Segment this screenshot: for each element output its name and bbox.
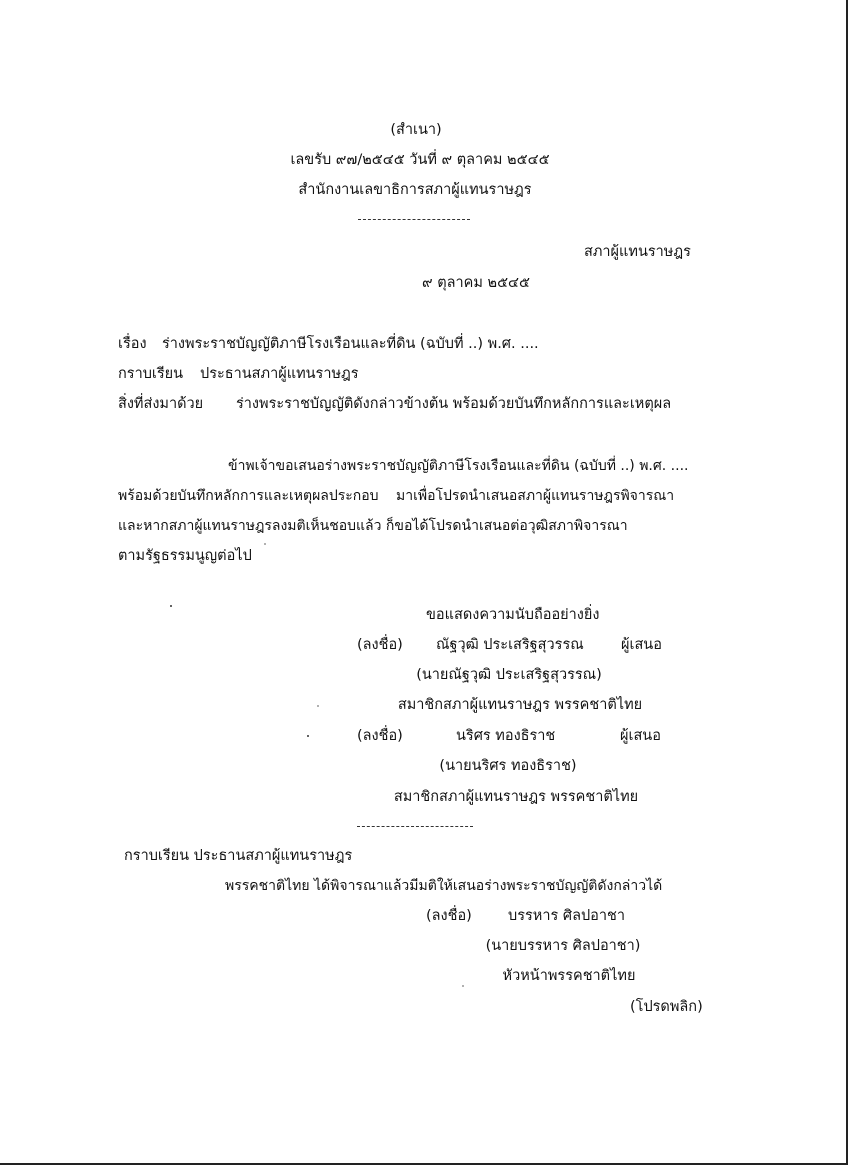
scan-speck <box>170 605 172 607</box>
subject-text: ร่างพระราชบัญญัติภาษีโรงเรือนและที่ดิน (ฉบับที่ ..) พ.ศ. .... <box>162 336 539 352</box>
endorsement-sign-label: (ลงชื่อ) <box>426 908 472 924</box>
signer-2-signature: นริศร ทองธิราช <box>456 728 556 744</box>
body-line-1: ข้าพเจ้าขอเสนอร่างพระราชบัญญัติภาษีโรงเรือนและที่ดิน (ฉบับที่ ..) พ.ศ. .... <box>228 458 689 474</box>
scan-speck <box>462 985 464 987</box>
signer-2-position: สมาชิกสภาผู้แทนราษฎร พรรคชาติไทย <box>393 789 639 805</box>
signer-1-signature: ณัฐวุฒิ ประเสริฐสุวรรณ <box>436 637 584 653</box>
body-line-3: และหากสภาผู้แทนราษฎรลงมติเห็นชอบแล้ว ก็ขอได้โปรดนำเสนอต่อวุฒิสภาพิจารณา <box>118 518 628 534</box>
office-name: สำนักงานเลขาธิการสภาผู้แทนราษฎร <box>298 182 532 198</box>
salutation-label: กราบเรียน <box>118 366 184 382</box>
scan-speck <box>307 735 309 737</box>
receipt-line: เลขรับ ๙๗/๒๕๔๕ วันที่ ๙ ตุลาคม ๒๕๔๕ <box>290 152 550 168</box>
enclosure-label: สิ่งที่ส่งมาด้วย <box>118 396 204 412</box>
signature-divider <box>357 826 473 827</box>
letter-date: ๙ ตุลาคม ๒๕๔๕ <box>421 275 531 291</box>
header-divider <box>358 219 470 220</box>
body-line-4: ตามรัฐธรรมนูญต่อไป <box>118 548 252 564</box>
signer-2-role: ผู้เสนอ <box>620 728 661 744</box>
endorsement-statement: พรรคชาติไทย ได้พิจารณาแล้วมีมติให้เสนอร่างพระราชบัญญัติดังกล่าวได้ <box>225 878 663 894</box>
subject-label: เรื่อง <box>118 336 147 352</box>
enclosure-text: ร่างพระราชบัญญัติดังกล่าวข้างต้น พร้อมด้วยบันทึกหลักการและเหตุผล <box>236 396 672 412</box>
signer-1-role: ผู้เสนอ <box>621 637 662 653</box>
signer-2-full-name: (นายนริศร ทองธิราช) <box>439 758 577 774</box>
signer-1-position: สมาชิกสภาผู้แทนราษฎร พรรคชาติไทย <box>397 697 643 713</box>
scan-speck <box>317 705 319 707</box>
body-line-2a: พร้อมด้วยบันทึกหลักการและเหตุผลประกอบ <box>118 488 379 504</box>
scan-speck <box>264 543 266 545</box>
endorsement-position: หัวหน้าพรรคชาติไทย <box>502 968 636 984</box>
body-line-2b: มาเพื่อโปรดนำเสนอสภาผู้แทนราษฎรพิจารณา <box>396 488 675 504</box>
endorsement-full-name: (นายบรรหาร ศิลปอาชา) <box>485 938 641 954</box>
endorsement-salutation: กราบเรียน ประธานสภาผู้แทนราษฎร <box>124 848 353 864</box>
signer-2-sign-label: (ลงชื่อ) <box>357 728 403 744</box>
endorsement-signature: บรรหาร ศิลปอาชา <box>508 908 626 924</box>
salutation-text: ประธานสภาผู้แทนราษฎร <box>200 366 359 382</box>
signer-1-full-name: (นายณัฐวุฒิ ประเสริฐสุวรรณ) <box>416 667 602 683</box>
signer-1-sign-label: (ลงชื่อ) <box>357 637 403 653</box>
letter-place: สภาผู้แทนราษฎร <box>584 244 691 260</box>
closing: ขอแสดงความนับถืออย่างยิ่ง <box>426 607 600 623</box>
turn-over-note: (โปรดพลิก) <box>630 999 703 1015</box>
copy-mark: (สำเนา) <box>390 122 442 138</box>
